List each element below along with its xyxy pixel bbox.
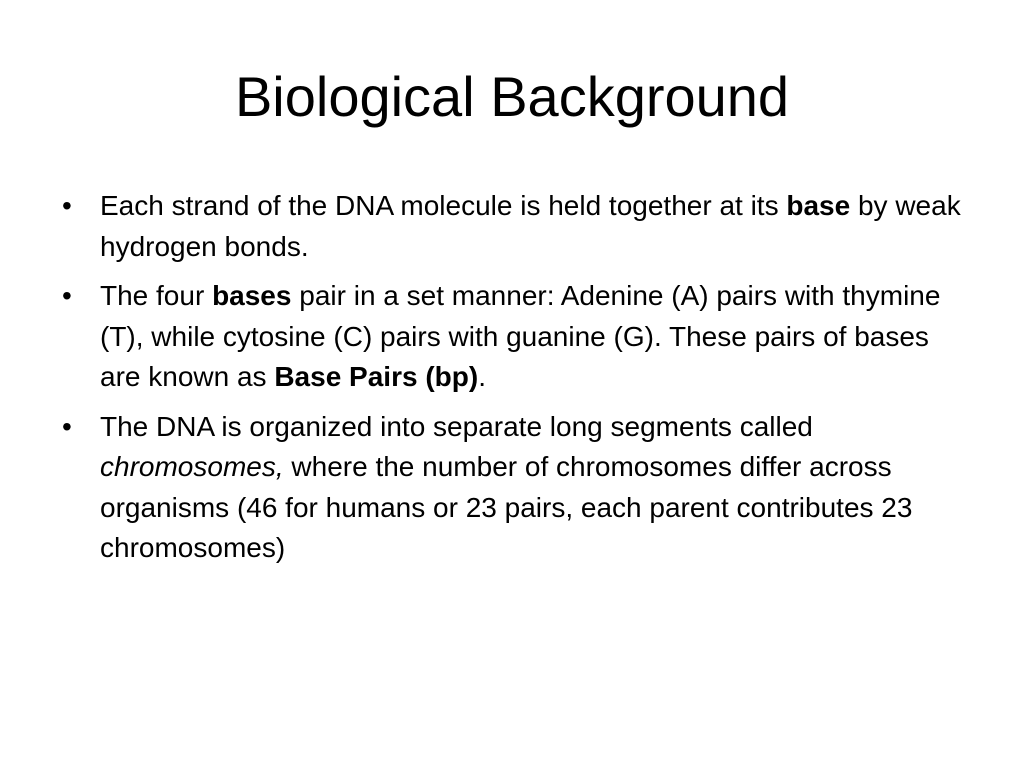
text-run: . [478, 361, 486, 392]
bold-term: bases [212, 280, 292, 311]
bold-term: base [786, 190, 851, 221]
text-run: pair in a set manner: Adenine (A) pairs with thymine (T), while cytosine (C) pairs with guanine (G). These pairs of bases are known as [100, 280, 941, 392]
bullet-item [62, 407, 972, 569]
bullet-icon: • [62, 280, 72, 311]
bullet-text [100, 190, 961, 262]
bullet-text [100, 280, 940, 392]
bullet-icon: • [62, 190, 72, 221]
text-run: by weak hydrogen bonds. [100, 190, 961, 262]
bullet-text [100, 411, 912, 564]
bullet-item [62, 276, 972, 398]
italic-term: chromosomes, [100, 451, 284, 482]
text-run: where the number of chromosomes differ across organisms (46 for humans or 23 pairs, each parent contributes 23 chromosomes) [100, 451, 913, 563]
bold-term: Base Pairs (bp) [274, 361, 479, 392]
slide-title: Biological Background [234, 65, 790, 128]
bullet-item [62, 186, 972, 267]
text-run: The DNA is organized into separate long segments called [100, 410, 813, 442]
bullet-list [62, 186, 972, 578]
bullet-icon: • [62, 410, 72, 442]
text-run: The four [100, 280, 213, 311]
text-run: Each strand of the DNA molecule is held together at its [100, 190, 787, 221]
